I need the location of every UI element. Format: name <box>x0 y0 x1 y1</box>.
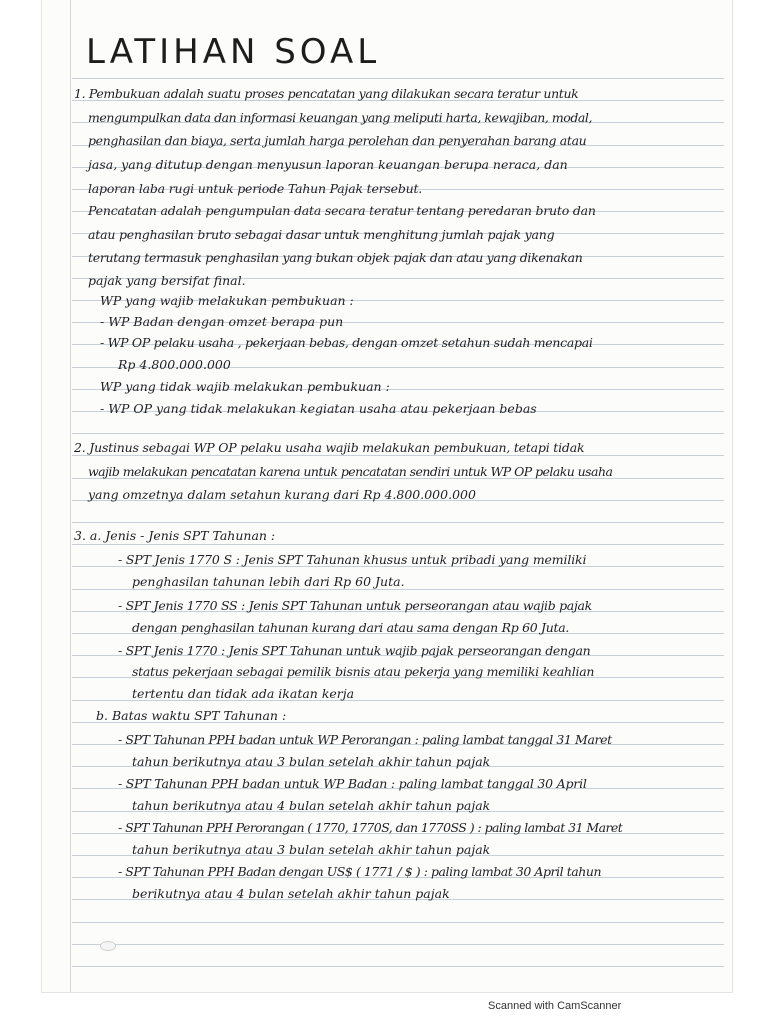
answer-3-line: berikutnya atau 4 bulan setelah akhir tahun pajak <box>132 886 450 901</box>
ruled-line <box>72 544 724 545</box>
binder-hole <box>100 941 116 951</box>
answer-3-line: dengan penghasilan tahunan kurang dari atau sama dengan Rp 60 Juta. <box>132 620 570 635</box>
answer-1-line: jasa, yang ditutup dengan menyusun laporan keuangan berupa neraca, dan <box>88 157 568 172</box>
answer-3-line: b. Batas waktu SPT Tahunan : <box>96 708 287 723</box>
answer-2-line: 2. Justinus sebagai WP OP pelaku usaha wajib melakukan pembukuan, tetapi tidak <box>74 440 585 455</box>
answer-1-line: terutang termasuk penghasilan yang bukan objek pajak dan atau yang dikenakan <box>88 250 583 265</box>
ruled-line <box>72 589 724 590</box>
answer-1-line: 1. Pembukuan adalah suatu proses pencatatan yang dilakukan secara teratur untuk <box>74 86 579 101</box>
answer-1-line: mengumpulkan data dan informasi keuangan yang meliputi harta, kewajiban, modal, <box>88 110 592 125</box>
answer-1-line: penghasilan dan biaya, serta jumlah harga perolehan dan penyerahan barang atau <box>88 133 587 148</box>
answer-1-line: WP yang tidak wajib melakukan pembukuan : <box>100 379 390 394</box>
answer-3-line: - SPT Tahunan PPH badan untuk WP Badan : paling lambat tanggal 30 April <box>118 776 587 791</box>
answer-3-line: 3. a. Jenis - Jenis SPT Tahunan : <box>74 528 276 543</box>
page-margin-line <box>70 0 71 992</box>
answer-3-line: - SPT Jenis 1770 : Jenis SPT Tahunan untuk wajib pajak perseorangan dengan <box>118 643 591 658</box>
answer-1-line: WP yang wajib melakukan pembukuan : <box>100 293 354 308</box>
answer-1-line: - WP OP pelaku usaha , pekerjaan bebas, dengan omzet setahun sudah mencapai <box>100 335 593 350</box>
answer-1-line: Rp 4.800.000.000 <box>118 357 231 372</box>
answer-3-line: - SPT Jenis 1770 S : Jenis SPT Tahunan khusus untuk pribadi yang memiliki <box>118 552 587 567</box>
answer-3-line: tahun berikutnya atau 3 bulan setelah akhir tahun pajak <box>132 842 491 857</box>
ruled-line <box>72 78 724 79</box>
answer-3-line: status pekerjaan sebagai pemilik bisnis atau pekerja yang memiliki keahlian <box>132 664 595 679</box>
answer-3-line: - SPT Tahunan PPH badan untuk WP Perorangan : paling lambat tanggal 31 Maret <box>118 732 612 747</box>
answer-1-line: laporan laba rugi untuk periode Tahun Pajak tersebut. <box>88 181 423 196</box>
ruled-line <box>72 455 724 456</box>
answer-1-line: - WP OP yang tidak melakukan kegiatan usaha atau pekerjaan bebas <box>100 401 537 416</box>
ruled-line <box>72 922 724 923</box>
scanner-watermark: Scanned with CamScanner <box>488 1000 622 1012</box>
answer-1-line: Pencatatan adalah pengumpulan data secara teratur tentang peredaran bruto dan <box>88 203 596 218</box>
ruled-line <box>72 433 724 434</box>
page-title: LATIHAN SOAL <box>86 32 381 72</box>
answer-2-line: wajib melakukan pencatatan karena untuk pencatatan sendiri untuk WP OP pelaku usaha <box>88 464 613 479</box>
answer-3-line: - SPT Tahunan PPH Badan dengan US$ ( 1771 / $ ) : paling lambat 30 April tahun <box>118 864 602 879</box>
ruled-line <box>72 944 724 945</box>
answer-3-line: penghasilan tahunan lebih dari Rp 60 Juta. <box>132 574 405 589</box>
answer-3-line: - SPT Tahunan PPH Perorangan ( 1770, 1770S, dan 1770SS ) : paling lambat 31 Maret <box>118 820 623 835</box>
answer-1-line: pajak yang bersifat final. <box>88 273 246 288</box>
answer-3-line: tahun berikutnya atau 4 bulan setelah akhir tahun pajak <box>132 798 491 813</box>
answer-3-line: tahun berikutnya atau 3 bulan setelah akhir tahun pajak <box>132 754 491 769</box>
ruled-line <box>72 966 724 967</box>
answer-3-line: tertentu dan tidak ada ikatan kerja <box>132 686 355 701</box>
ruled-line <box>72 522 724 523</box>
answer-3-line: - SPT Jenis 1770 SS : Jenis SPT Tahunan untuk perseorangan atau wajib pajak <box>118 598 592 613</box>
answer-1-line: atau penghasilan bruto sebagai dasar untuk menghitung jumlah pajak yang <box>88 227 555 242</box>
answer-2-line: yang omzetnya dalam setahun kurang dari Rp 4.800.000.000 <box>88 487 476 502</box>
answer-1-line: - WP Badan dengan omzet berapa pun <box>100 314 344 329</box>
